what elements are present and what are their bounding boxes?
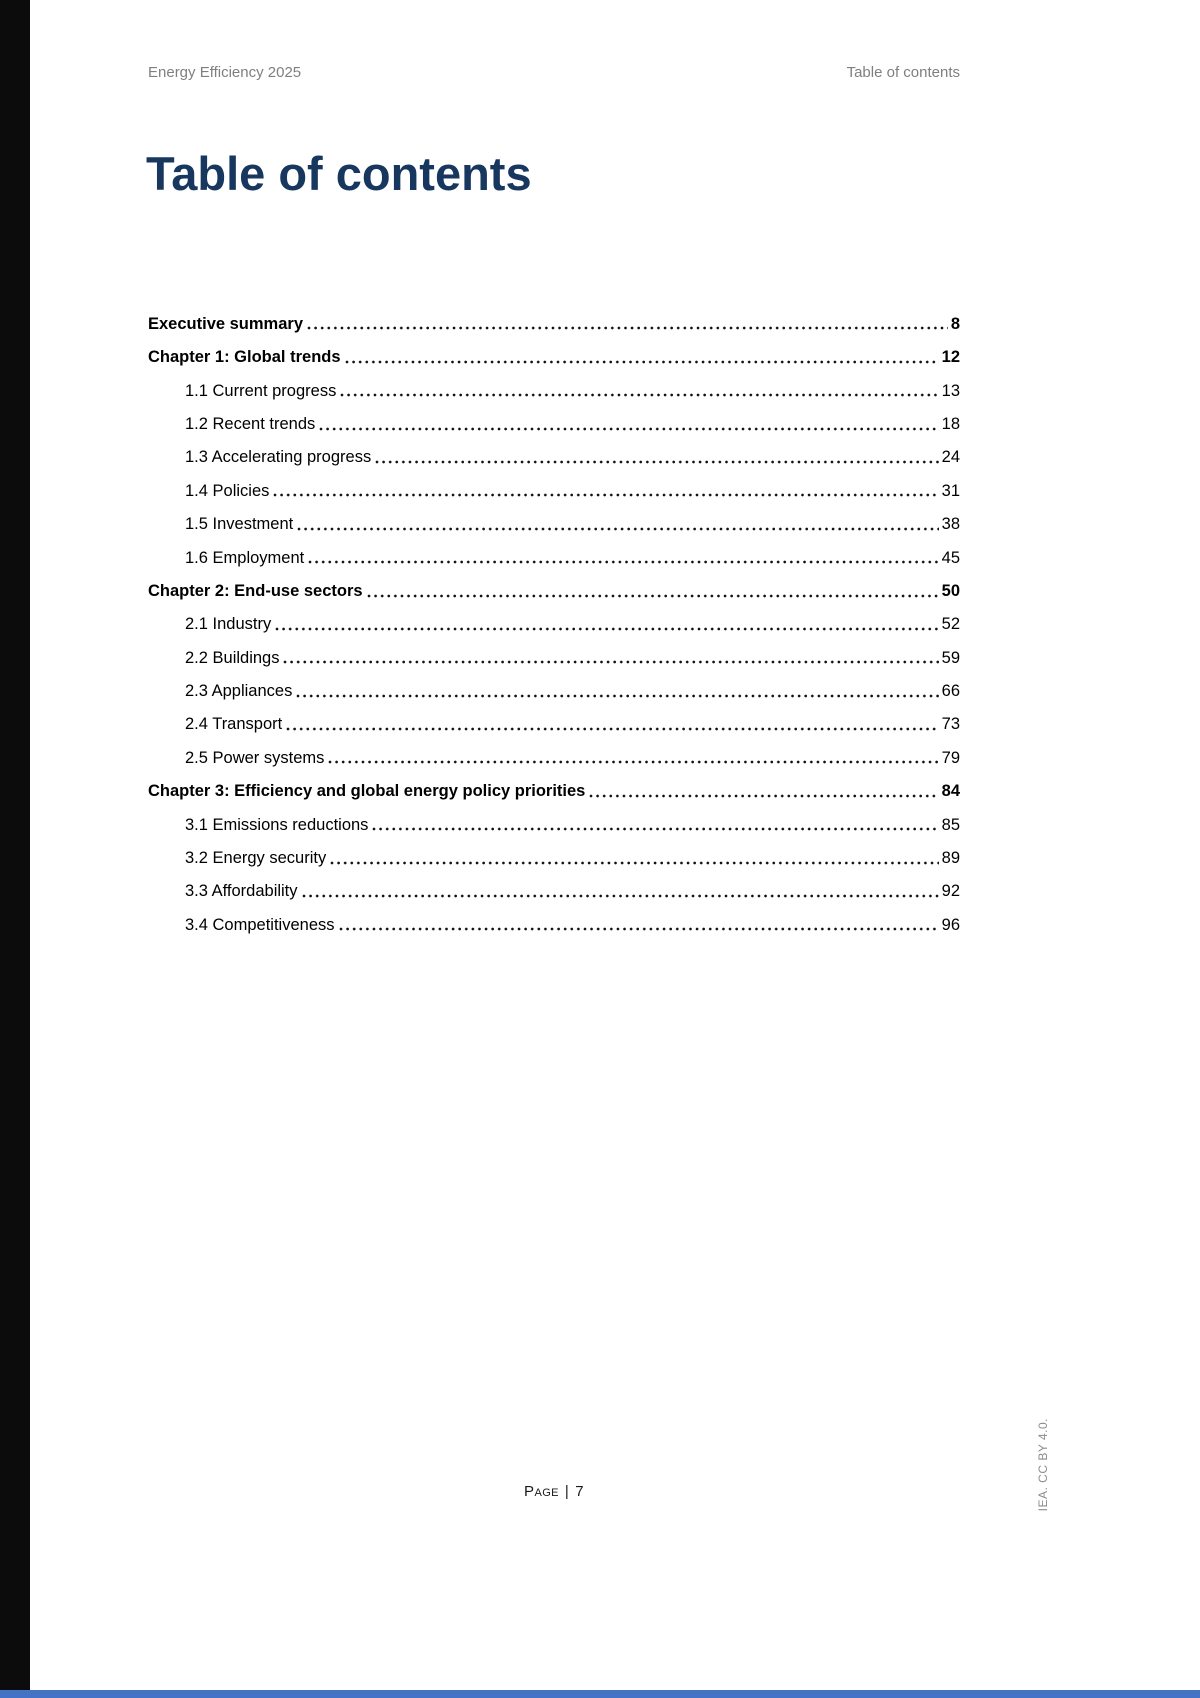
toc-entry-label[interactable]: 3.3 Affordability: [185, 882, 298, 901]
toc-entry-page[interactable]: 18: [941, 414, 960, 433]
toc-entry[interactable]: [148, 334, 960, 367]
toc-entry-label[interactable]: 1.4 Policies: [185, 481, 270, 500]
dot-leader: [307, 326, 948, 330]
toc-entry-page[interactable]: 31: [941, 481, 960, 500]
dot-leader: [339, 927, 939, 931]
left-edge-strip: [0, 0, 30, 1698]
toc-entry-page[interactable]: 50: [941, 581, 960, 600]
toc-entry-label[interactable]: 3.2 Energy security: [185, 849, 327, 868]
toc-entry[interactable]: [148, 668, 960, 701]
toc-entry-page[interactable]: 52: [941, 615, 960, 634]
dot-leader: [283, 660, 938, 664]
header-section-title: Table of contents: [846, 64, 960, 81]
footer-page-number: 7: [575, 1483, 584, 1500]
dot-leader: [330, 861, 938, 865]
toc-entry[interactable]: [148, 602, 960, 635]
toc-entry-page[interactable]: 45: [941, 548, 960, 567]
toc-entry-page[interactable]: 73: [941, 715, 960, 734]
dot-leader: [328, 760, 938, 764]
table-of-contents: [148, 301, 960, 935]
toc-entry-label[interactable]: 2.1 Industry: [185, 615, 272, 634]
page-footer: [148, 1483, 960, 1500]
toc-entry[interactable]: [148, 802, 960, 835]
toc-entry[interactable]: [148, 869, 960, 902]
dot-leader: [308, 560, 938, 564]
toc-entry[interactable]: [148, 835, 960, 868]
toc-entry-label[interactable]: 3.1 Emissions reductions: [185, 815, 369, 834]
bottom-accent-bar: [0, 1690, 1200, 1698]
page-title: Table of contents: [146, 147, 532, 200]
toc-entry[interactable]: [148, 501, 960, 534]
toc-entry[interactable]: [148, 401, 960, 434]
toc-entry[interactable]: [148, 535, 960, 568]
toc-entry[interactable]: [148, 301, 960, 334]
running-header: [148, 64, 960, 81]
dot-leader: [340, 393, 938, 397]
toc-entry[interactable]: [148, 635, 960, 668]
toc-entry-label[interactable]: Chapter 1: Global trends: [148, 348, 341, 367]
toc-entry-page[interactable]: 96: [941, 915, 960, 934]
toc-entry[interactable]: [148, 435, 960, 468]
toc-entry-label[interactable]: 1.5 Investment: [185, 515, 294, 534]
dot-leader: [297, 527, 938, 531]
toc-entry-label[interactable]: 1.3 Accelerating progress: [185, 448, 372, 467]
toc-entry-label[interactable]: Executive summary: [148, 314, 304, 333]
toc-entry-page[interactable]: 89: [941, 849, 960, 868]
toc-entry-label[interactable]: 2.2 Buildings: [185, 648, 280, 667]
toc-entry-label[interactable]: 3.4 Competitiveness: [185, 915, 335, 934]
toc-entry-page[interactable]: 59: [941, 648, 960, 667]
toc-entry-page[interactable]: 79: [941, 748, 960, 767]
dot-leader: [367, 594, 939, 598]
dot-leader: [286, 727, 938, 731]
toc-entry-page[interactable]: 84: [941, 782, 960, 801]
dot-leader: [372, 827, 938, 831]
toc-entry-page[interactable]: 24: [941, 448, 960, 467]
dot-leader: [319, 427, 938, 431]
toc-entry-label[interactable]: Chapter 2: End-use sectors: [148, 581, 363, 600]
toc-entry-page[interactable]: 13: [941, 381, 960, 400]
footer-page-label: Page: [524, 1483, 559, 1500]
toc-entry[interactable]: [148, 702, 960, 735]
toc-entry-label[interactable]: Chapter 3: Efficiency and global energy policy priorities: [148, 782, 586, 801]
toc-entry-label[interactable]: 2.3 Appliances: [185, 682, 293, 701]
footer-separator: |: [564, 1483, 570, 1500]
toc-entry-label[interactable]: 1.1 Current progress: [185, 381, 337, 400]
dot-leader: [589, 794, 938, 798]
toc-entry-page[interactable]: 85: [941, 815, 960, 834]
toc-entry-page[interactable]: 66: [941, 682, 960, 701]
toc-entry-page[interactable]: 8: [950, 314, 960, 333]
toc-entry-label[interactable]: 2.4 Transport: [185, 715, 283, 734]
dot-leader: [375, 460, 938, 464]
toc-entry[interactable]: [148, 768, 960, 801]
header-document-title: Energy Efficiency 2025: [148, 64, 302, 81]
copyright-side-label: IEA. CC BY 4.0.: [1036, 1418, 1050, 1512]
toc-entry-label[interactable]: 1.2 Recent trends: [185, 414, 316, 433]
dot-leader: [296, 694, 938, 698]
toc-entry[interactable]: [148, 468, 960, 501]
toc-entry[interactable]: [148, 902, 960, 935]
dot-leader: [302, 894, 939, 898]
toc-entry-page[interactable]: 92: [941, 882, 960, 901]
toc-entry[interactable]: [148, 735, 960, 768]
dot-leader: [273, 493, 938, 497]
toc-entry[interactable]: [148, 368, 960, 401]
toc-entry-page[interactable]: 38: [941, 515, 960, 534]
toc-entry-page[interactable]: 12: [941, 348, 960, 367]
toc-entry-label[interactable]: 2.5 Power systems: [185, 748, 325, 767]
toc-entry[interactable]: [148, 568, 960, 601]
dot-leader: [345, 360, 939, 364]
toc-entry-label[interactable]: 1.6 Employment: [185, 548, 305, 567]
dot-leader: [275, 627, 938, 631]
